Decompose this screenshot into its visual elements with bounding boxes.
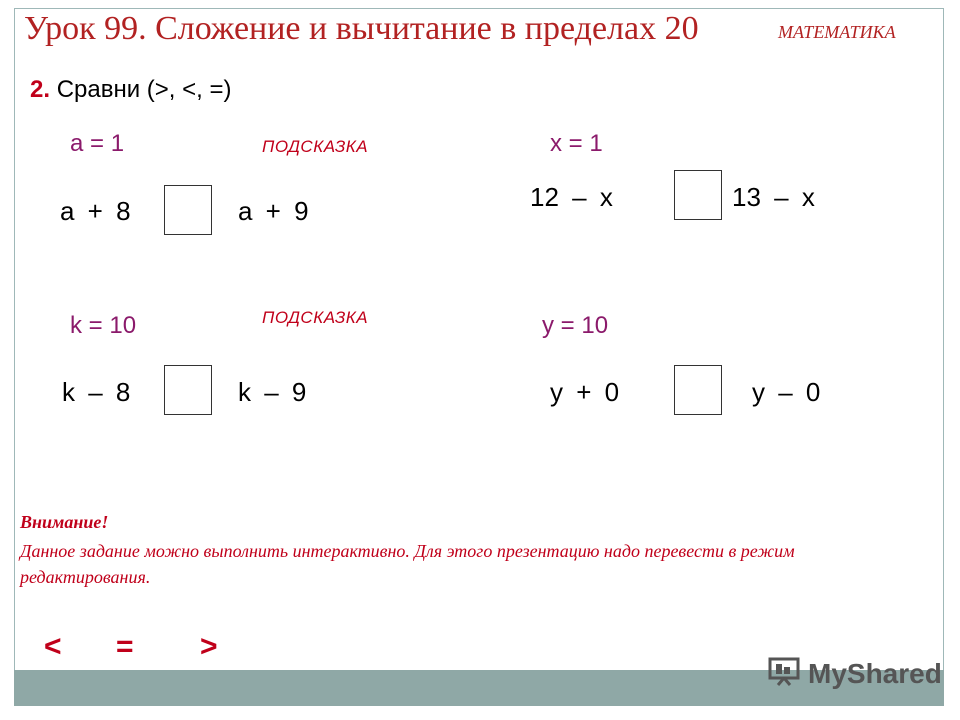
variable-k: k = 10 [70, 312, 137, 339]
logo-text: MyShared [808, 657, 942, 689]
task-heading [30, 76, 232, 104]
compare-box-y[interactable] [674, 365, 722, 415]
slide-frame [14, 8, 944, 706]
expression-a-left: a + 8 [60, 196, 131, 226]
myshared-logo [768, 656, 942, 691]
expression-y-right: y – 0 [752, 377, 821, 407]
variable-a: a = 1 [70, 130, 125, 157]
sign-equal[interactable]: = [116, 630, 134, 663]
attention-text: Данное задание можно выполнить интерактивно. Для этого презентацию надо перевести в режим редактирования. [20, 541, 795, 587]
variable-y: y = 10 [542, 312, 609, 339]
subject-label: МАТЕМАТИКА [778, 22, 896, 42]
expression-a-right: a + 9 [238, 196, 309, 226]
task-number: 2. [30, 76, 51, 103]
compare-box-x[interactable] [674, 170, 722, 220]
lesson-title: Урок 99. Сложение и вычитание в пределах 20 [24, 10, 699, 47]
expression-k-left: k – 8 [62, 377, 131, 407]
hint-link-a[interactable]: ПОДСКАЗКА [262, 137, 369, 156]
expression-x-right: 13 – x [732, 182, 815, 212]
task-text: Сравни (>, <, =) [56, 76, 232, 103]
variable-x: x = 1 [550, 130, 603, 157]
sign-less[interactable]: < [44, 630, 62, 663]
hint-link-k[interactable]: ПОДСКАЗКА [262, 308, 369, 327]
expression-k-right: k – 9 [238, 377, 307, 407]
attention-title: Внимание! [20, 512, 109, 532]
compare-box-k[interactable] [164, 365, 212, 415]
expression-y-left: y + 0 [550, 377, 620, 407]
sign-greater[interactable]: > [200, 630, 218, 663]
compare-box-a[interactable] [164, 185, 212, 235]
expression-x-left: 12 – x [530, 182, 613, 212]
presentation-icon [768, 656, 802, 691]
